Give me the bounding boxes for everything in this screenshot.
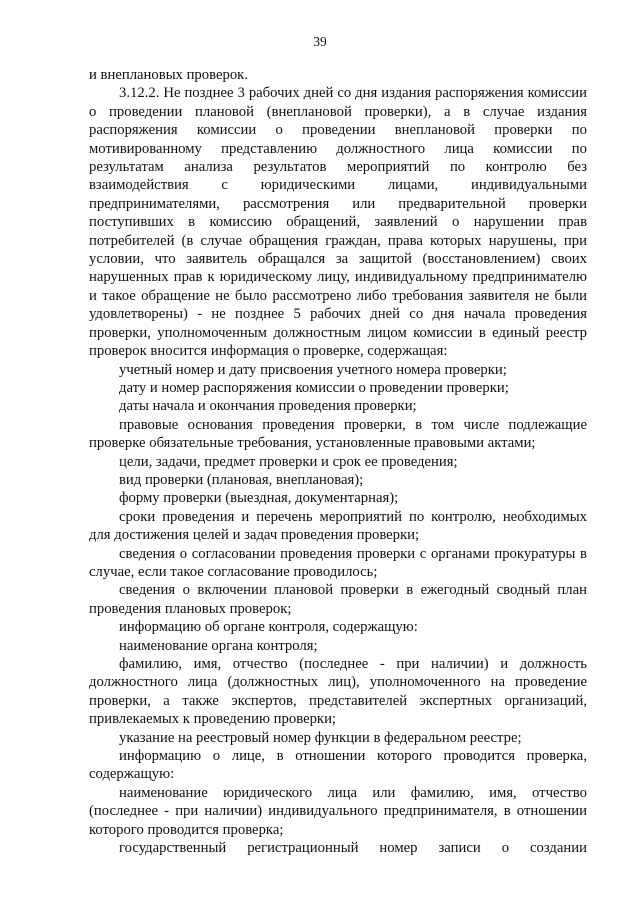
list-item-order-date: дату и номер распоряжения комиссии о проведении проверки; bbox=[119, 379, 509, 396]
list-item-state-registration: государственный регистрационный номер записи о создании bbox=[119, 840, 587, 857]
list-item-registration-number: учетный номер и дату присвоения учетного номера проверки; bbox=[119, 361, 507, 378]
list-item-registry-number: указание на реестровый номер функции в федеральном реестре; bbox=[119, 729, 522, 746]
paragraph-clause-3-12-2: 3.12.2. Не позднее 3 рабочих дней со дня издания распоряжения комиссии о проведении плановой (внеплановой проверки), а в случае издания распоряжения комиссии о проведении внеплановой проверки по мотивированному представлению должностного лица комиссии по результатам анализа результатов мероприятий по контролю без взаимодействия с юридическими лицами, индивидуальными предпринимателями, рассмотрения или предварительной проверки поступивших в комиссию обращений, заявлений о нарушении прав потребителей (в случае обращения граждан, права которых нарушены, при условии, что заявитель обращался за защитой (восстановлением) своих нарушенных прав к юридическому лицу, индивидуальному предпринимателю и такое обращение не было рассмотрено либо требования заявителя не были удовлетворены) - не позднее 5 рабочих дней со дня начала проведения проверки, уполномоченным должностным лицом комиссии в единый реестр проверок вносится информация о проверке, содержащая: bbox=[89, 85, 587, 360]
list-item-control-body-info: информацию об органе контроля, содержащую: bbox=[119, 619, 418, 636]
list-item-activities: сроки проведения и перечень мероприятий по контролю, необходимых для достижения целей и задач проведения проверки; bbox=[89, 508, 587, 544]
list-item-annual-plan: сведения о включении плановой проверки в ежегодный сводный план проведения плановых проверок; bbox=[89, 582, 587, 617]
list-item-entity-name: наименование юридического лица или фамилию, имя, отчество (последнее - при наличии) индивидуального предпринимателя, в отношении которого проводится проверка; bbox=[89, 784, 587, 838]
paragraph-continuation: и внеплановых проверок. bbox=[89, 67, 248, 83]
list-item-control-body-name: наименование органа контроля; bbox=[119, 637, 318, 654]
page-number: 39 bbox=[313, 34, 327, 49]
list-item-officials: фамилию, имя, отчество (последнее - при наличии) и должность должностного лица (должностных лиц), уполномоченного на проведение проверки, а также экспертов, представителей экспертных организаций, привлекаемых к проведению проверки; bbox=[89, 656, 587, 728]
list-item-inspection-form: форму проверки (выездная, документарная); bbox=[119, 490, 399, 507]
list-item-inspection-dates: даты начала и окончания проведения проверки; bbox=[119, 398, 417, 415]
document-body bbox=[89, 66, 587, 857]
list-item-goals: цели, задачи, предмет проверки и срок ее проведения; bbox=[119, 453, 458, 470]
list-item-legal-grounds: правовые основания проведения проверки, в том числе подлежащие проверке обязательные требования, установленные правовыми актами; bbox=[89, 416, 587, 452]
list-item-inspected-person: информацию о лице, в отношении которого проводится проверка, содержащую: bbox=[89, 748, 587, 783]
list-item-prosecutor-approval: сведения о согласовании проведения проверки с органами прокуратуры в случае, если такое согласование проводилось; bbox=[89, 545, 587, 580]
list-item-inspection-type: вид проверки (плановая, внеплановая); bbox=[119, 471, 364, 488]
